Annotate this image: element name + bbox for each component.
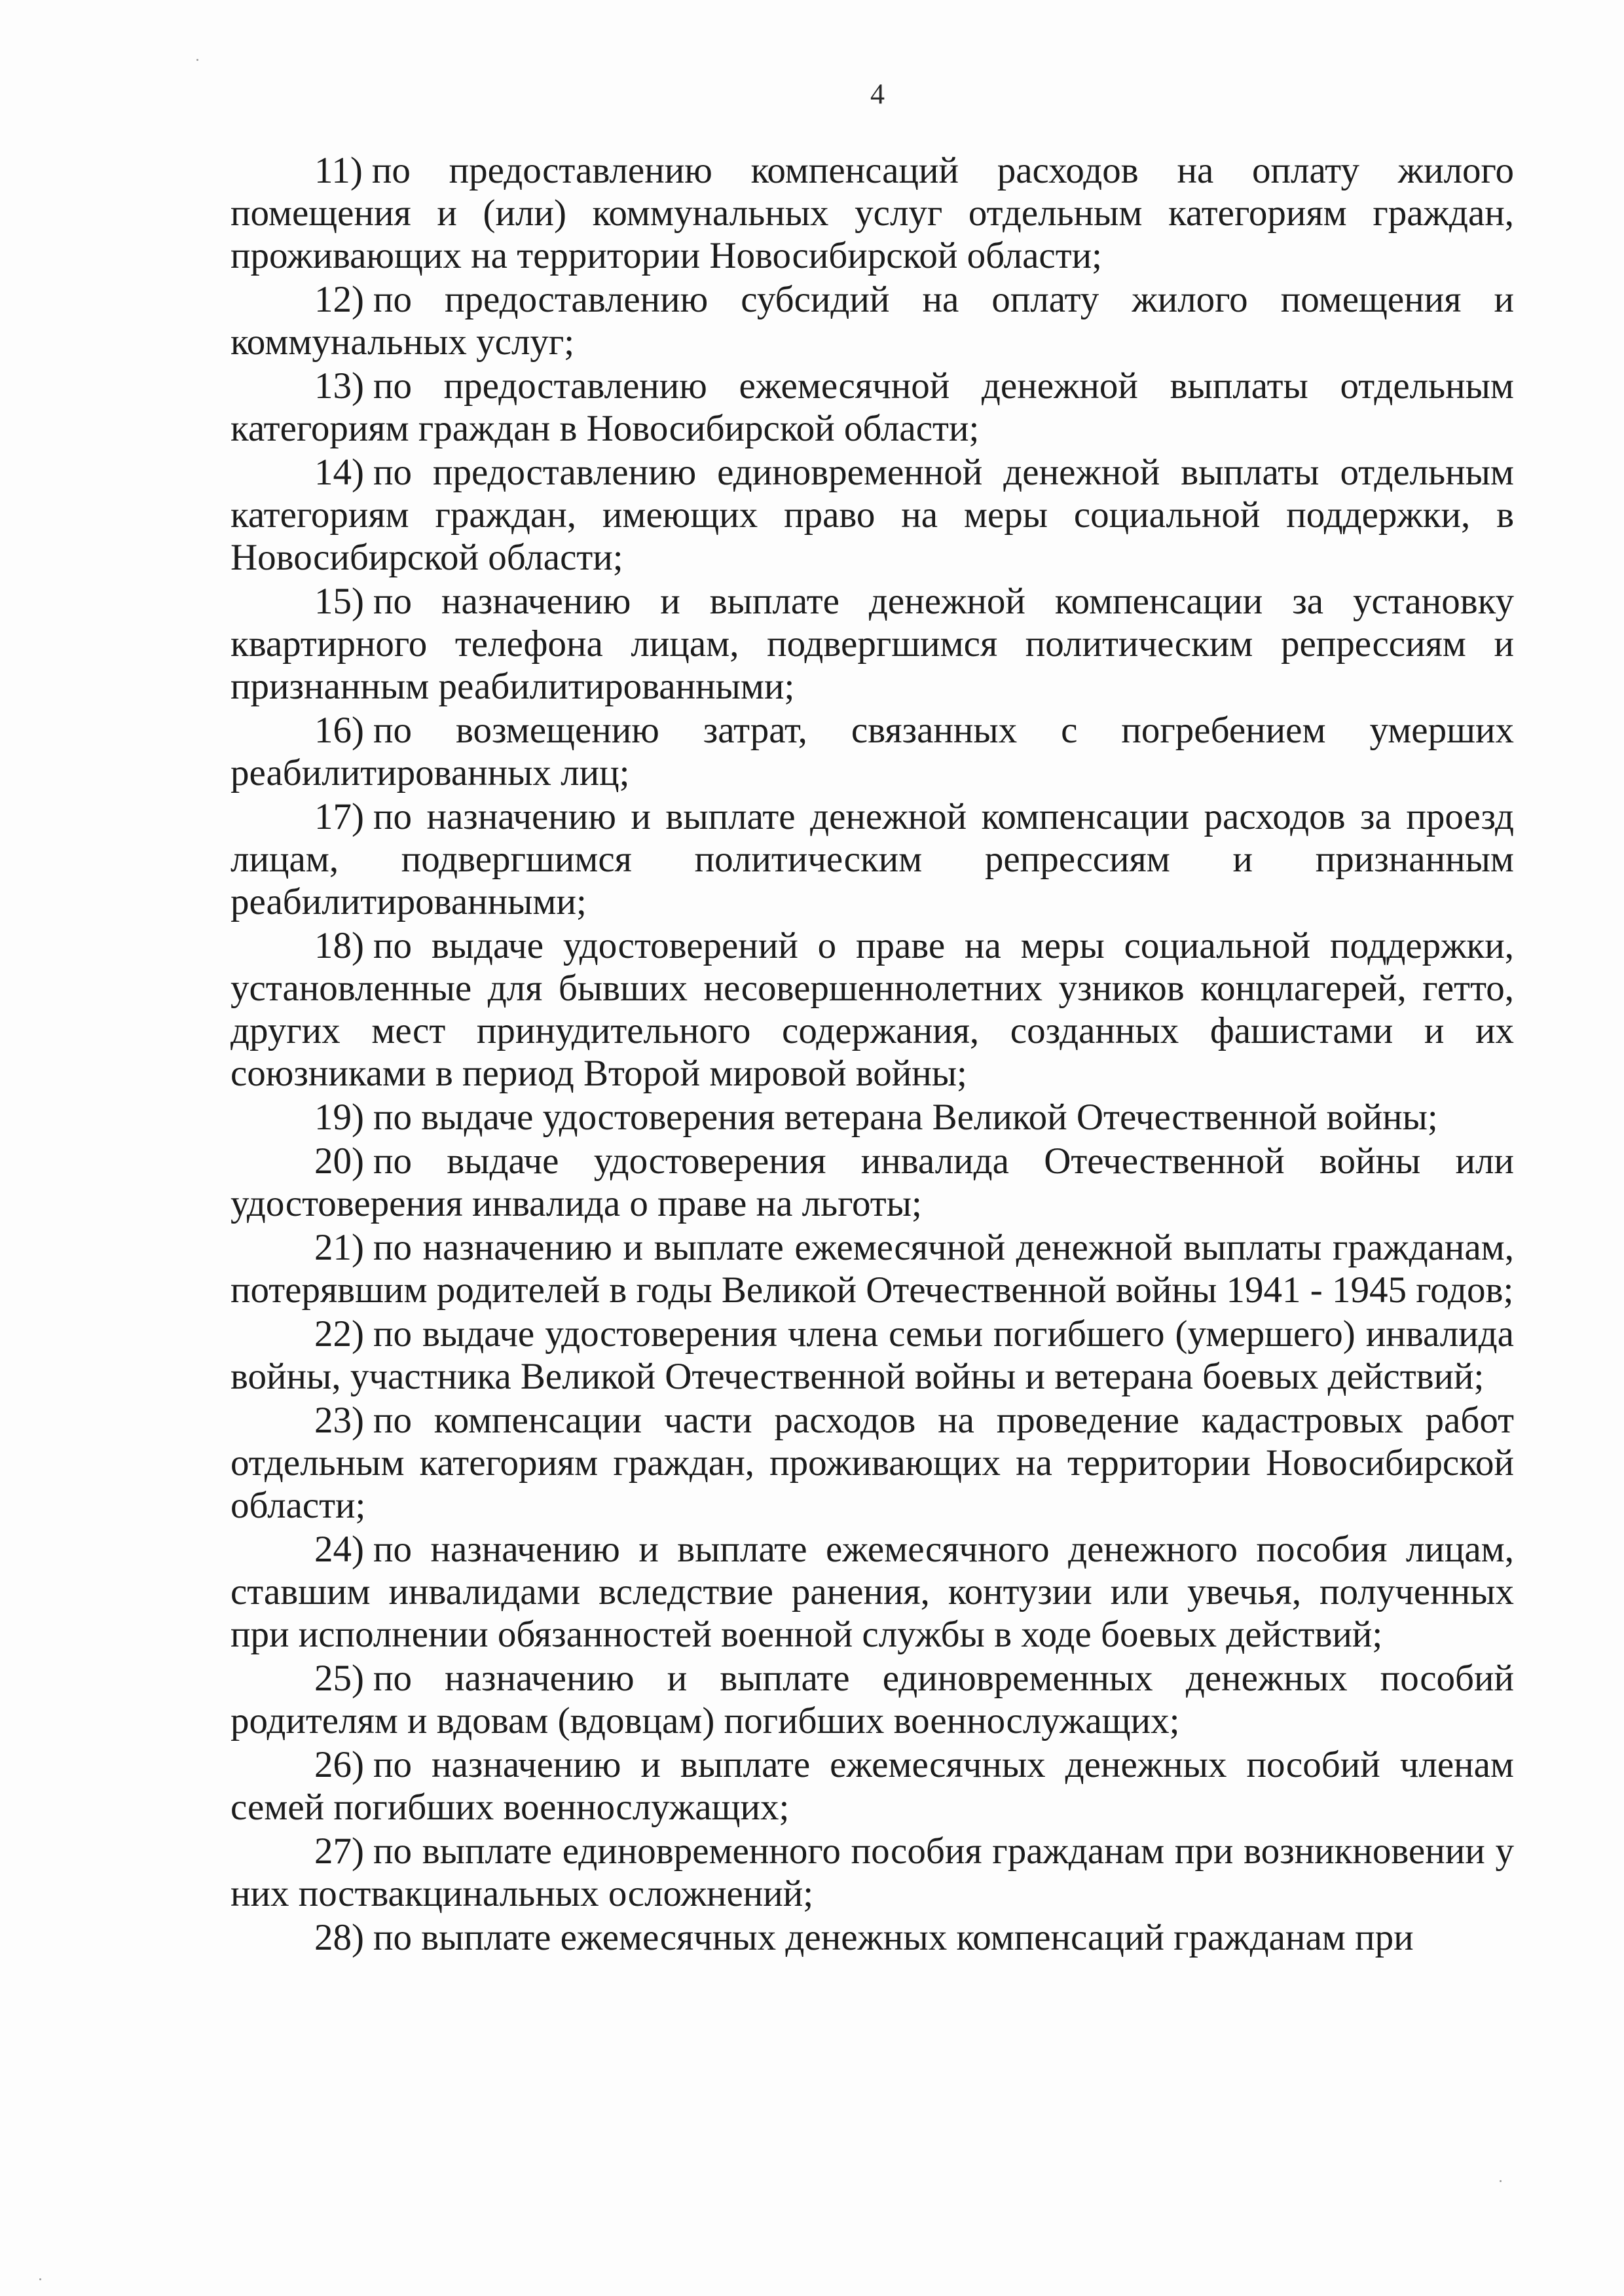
item-text: по выдаче удостоверений о праве на меры социальной поддержки, установленные для бывших несовершеннолетних узников концлагерей, гетто, других мест принудительного содержания, созданных фашистами и их союзниками в период Второй мировой войны; <box>231 925 1514 1094</box>
list-item <box>231 580 1514 708</box>
scan-speck <box>39 2278 41 2280</box>
item-text: по предоставлению единовременной денежной выплаты отдельным категориям граждан, имеющих право на меры социальной поддержки, в Новосибирской области; <box>231 452 1514 578</box>
item-text: по назначению и выплате денежной компенсации за установку квартирного телефона лицам, подвергшимся политическим репрессиям и признанным реабилитированными; <box>231 581 1514 707</box>
page-number: 4 <box>870 78 885 110</box>
list-item <box>231 1096 1514 1139</box>
list-item <box>231 451 1514 579</box>
item-text: по возмещению затрат, связанных с погребением умерших реабилитированных лиц; <box>231 710 1514 793</box>
list-item <box>231 1830 1514 1915</box>
list-item <box>231 1916 1514 1959</box>
item-text: по выдаче удостоверения инвалида Отечественной войны или удостоверения инвалида о праве на льготы; <box>231 1140 1514 1224</box>
list-item <box>231 1226 1514 1311</box>
item-text: по компенсации части расходов на проведение кадастровых работ отдельным категориям граждан, проживающих на территории Новосибирской области; <box>231 1400 1514 1526</box>
scan-speck <box>1500 2180 1502 2182</box>
item-number: 27) <box>314 1831 364 1872</box>
list-item <box>231 149 1514 277</box>
item-number: 24) <box>314 1529 364 1570</box>
list-item <box>231 365 1514 450</box>
item-number: 19) <box>314 1097 364 1138</box>
item-number: 16) <box>314 710 364 751</box>
item-text: по назначению и выплате ежемесячных денежных пособий членам семей погибших военнослужащих; <box>231 1744 1514 1828</box>
item-number: 26) <box>314 1744 364 1785</box>
list-item <box>231 1528 1514 1656</box>
item-text: по назначению и выплате единовременных денежных пособий родителям и вдовам (вдовцам) погибших военнослужащих; <box>231 1658 1514 1741</box>
list-item <box>231 924 1514 1095</box>
list-item <box>231 795 1514 923</box>
item-number: 14) <box>314 452 364 493</box>
item-text: по выдаче удостоверения ветерана Великой Отечественной войны; <box>373 1097 1438 1138</box>
list-item <box>231 1657 1514 1742</box>
item-text: по назначению и выплате денежной компенсации расходов за проезд лицам, подвергшимся политическим репрессиям и признанным реабилитированными; <box>231 796 1514 922</box>
item-text: по назначению и выплате ежемесячной денежной выплаты гражданам, потерявшим родителей в годы Великой Отечественной войны 1941 - 1945 годов; <box>231 1227 1514 1311</box>
item-number: 12) <box>314 279 364 320</box>
item-text: по предоставлению компенсаций расходов на оплату жилого помещения и (или) коммунальных услуг отдельным категориям граждан, проживающих на территории Новосибирской области; <box>231 150 1514 276</box>
item-number: 25) <box>314 1658 364 1699</box>
item-number: 11) <box>314 150 363 191</box>
item-number: 22) <box>314 1313 364 1355</box>
item-number: 17) <box>314 796 364 837</box>
item-text: по выплате ежемесячных денежных компенсаций гражданам при <box>373 1917 1414 1958</box>
item-number: 15) <box>314 581 364 622</box>
list-item <box>231 278 1514 363</box>
item-number: 13) <box>314 365 364 407</box>
item-text: по выплате единовременного пособия гражданам при возникновении у них поствакцинальных осложнений; <box>231 1831 1514 1914</box>
item-number: 28) <box>314 1917 364 1958</box>
list-item <box>231 1743 1514 1829</box>
list-item <box>231 1140 1514 1225</box>
item-text: по предоставлению ежемесячной денежной выплаты отдельным категориям граждан в Новосибирской области; <box>231 365 1514 449</box>
document-body <box>231 149 1514 1960</box>
item-text: по предоставлению субсидий на оплату жилого помещения и коммунальных услуг; <box>231 279 1514 363</box>
list-item <box>231 709 1514 794</box>
item-text: по выдаче удостоверения члена семьи погибшего (умершего) инвалида войны, участника Великой Отечественной войны и ветерана боевых действий; <box>231 1313 1514 1397</box>
item-number: 18) <box>314 925 364 966</box>
item-text: по назначению и выплате ежемесячного денежного пособия лицам, ставшим инвалидами вследствие ранения, контузии или увечья, полученных при исполнении обязанностей военной службы в ходе боевых действий; <box>231 1529 1514 1655</box>
item-number: 23) <box>314 1400 364 1441</box>
item-number: 21) <box>314 1227 364 1268</box>
item-number: 20) <box>314 1140 364 1182</box>
scan-speck <box>196 59 198 61</box>
list-item <box>231 1399 1514 1527</box>
list-item <box>231 1313 1514 1398</box>
